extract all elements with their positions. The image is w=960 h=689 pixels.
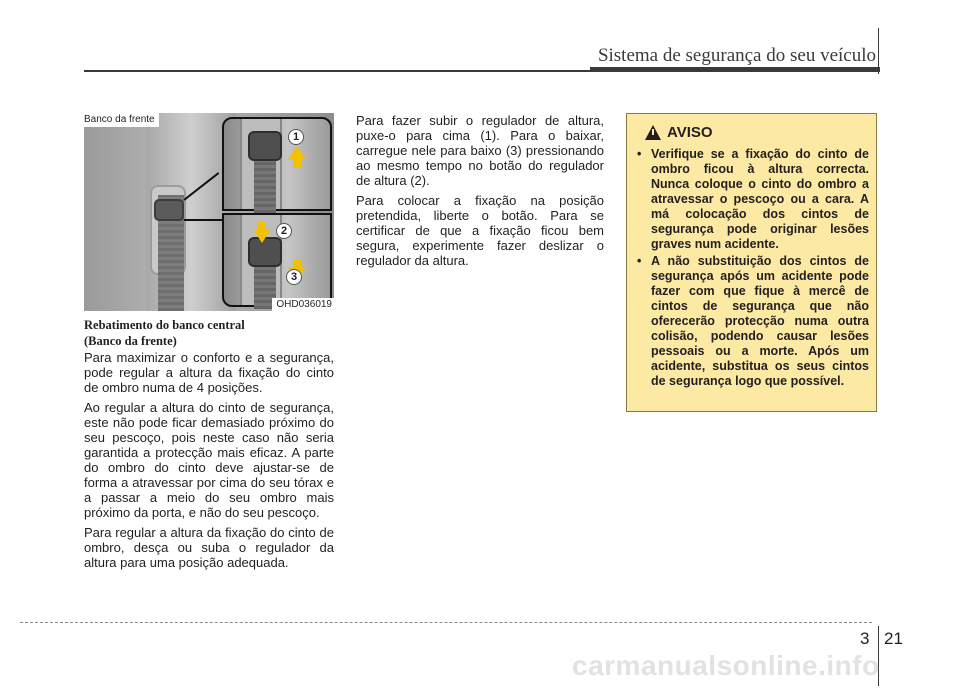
header-rule-accent xyxy=(590,67,880,72)
up-arrow-stem xyxy=(293,159,301,167)
inset-webbing xyxy=(254,159,276,213)
section-heading-line: (Banco da frente) xyxy=(84,334,177,348)
up-arrow-icon xyxy=(288,146,306,160)
paragraph: Para regular a altura da fixação do cinto de ombro, desça ou suba o regulador da altura para uma posição adequada. xyxy=(84,525,334,570)
watermark: carmanualsonline.info xyxy=(572,650,880,681)
section-heading xyxy=(84,317,245,349)
warning-item xyxy=(637,147,869,252)
warning-header xyxy=(645,124,713,141)
bullet-icon: • xyxy=(637,254,642,268)
paragraph: Para maximizar o conforto e a segurança, pode regular a altura da fixação do cinto de ombro numa de 4 posições. xyxy=(84,350,334,395)
warning-list xyxy=(637,147,869,391)
callout-2: 2 xyxy=(276,223,292,239)
seatbelt-height-adjuster-photo xyxy=(84,113,334,311)
bullet-icon: • xyxy=(637,147,642,161)
paragraph: Ao regular a altura do cinto de segurança, este não pode ficar demasiado próximo do seu pescoço, pois neste caso não seria garantida a protecção mais eficaz. A parte do ombro do cinto deve ajustar-se de forma a atravessar por cima do seu tórax e a passar a meio do seu ombro mais próximo da porta, e não do seu pescoço. xyxy=(84,400,334,520)
warning-title: AVISO xyxy=(667,124,713,141)
inset-anchor xyxy=(248,131,282,161)
middle-text-column xyxy=(356,113,604,273)
figure-code: OHD036019 xyxy=(272,298,334,311)
paragraph: Para fazer subir o regulador de altura, puxe-o para cima (1). Para o baixar, carregue nele para baixo (3) pressionando ao mesmo tempo no botão do regulador de altura (2). xyxy=(356,113,604,188)
chapter-number: 3 xyxy=(860,629,870,648)
detail-inset-raise xyxy=(222,117,332,211)
left-text-column xyxy=(84,350,334,575)
section-heading-line: Rebatimento do banco central xyxy=(84,318,245,332)
warning-item-text: A não substituição dos cintos de segurança após um acidente pode fazer com que fique à mercê de cintos de segurança que não oferecerão protecção numa outra colisão, podendo causar lesões pessoais ou a morte. Após um acidente, substitua os seus cintos de segurança logo que possível. xyxy=(651,254,869,388)
press-arrow-icon xyxy=(253,229,271,243)
warning-box xyxy=(626,113,877,412)
photo-caption: Banco da frente xyxy=(84,113,159,127)
footer-rule xyxy=(20,622,872,623)
page-header-title: Sistema de segurança do seu veículo xyxy=(597,45,876,66)
shoulder-anchor xyxy=(154,199,184,221)
paragraph: Para colocar a fixação na posição pretendida, liberte o botão. Para se certificar de que a fixação ficou bem segura, experimente fazer deslizar o regulador da altura. xyxy=(356,193,604,268)
zoom-connector-line xyxy=(184,219,226,221)
callout-1: 1 xyxy=(288,129,304,145)
callout-3: 3 xyxy=(286,269,302,285)
warning-item-text: Verifique se a fixação do cinto de ombro ficou à altura correcta. Nunca coloque o cinto do ombro a atravessar o pescoço ou a cara. A má colocação dos cintos de segurança pode originar lesões graves num acidente. xyxy=(651,147,869,251)
down-arrow-stem xyxy=(293,259,301,267)
page-number: 21 xyxy=(884,629,903,648)
warning-triangle-icon xyxy=(645,125,661,140)
warning-item xyxy=(637,254,869,389)
detail-inset-lower xyxy=(222,213,332,307)
press-arrow-stem xyxy=(258,221,266,229)
